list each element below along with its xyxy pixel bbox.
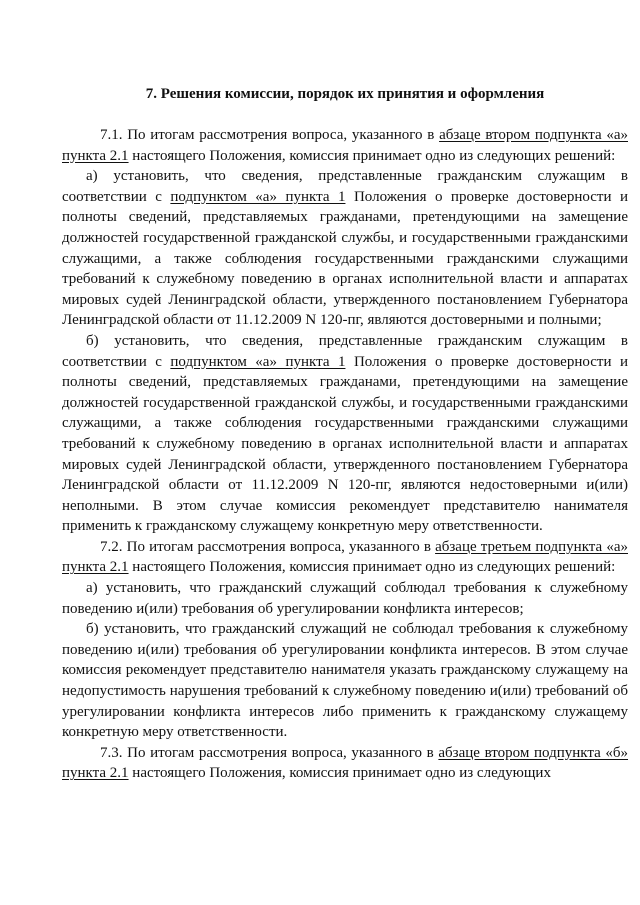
link-abzac-vtoroy-podpunkta-a[interactable]: абзаце втором подпункта «а» пункта 2.1 <box>62 127 628 164</box>
link-podpunkt-a-punkta-1-second[interactable]: подпунктом «а» пункта 1 <box>170 353 346 370</box>
paragraph-7-2-a: а) установить, что гражданский служащий соблюдал требования к служебному поведению и(или) требования об урегулировании конфликта интересов; <box>62 580 628 617</box>
paragraph-7-3-text-start: 7.3. По итогам рассмотрения вопроса, указанного в <box>100 744 439 761</box>
paragraph-7-1 <box>62 125 628 166</box>
paragraph-7-2-text-end: настоящего Положения, комиссия принимает одно из следующих решений: <box>128 559 616 576</box>
paragraph-7-1-text-end: настоящего Положения, комиссия принимает одно из следующих решений: <box>128 147 616 164</box>
paragraph-7-2 <box>62 537 628 578</box>
paragraph-7-1-a <box>62 166 628 331</box>
section-heading: 7. Решения комиссии, порядок их принятия и оформления <box>145 86 545 102</box>
paragraph-7-1-b-text-end: Положения о проверке достоверности и полноты сведений, представляемых гражданами, претендующими на замещение должностей государственной гражданской службы, и государственными гражданскими служащими, а также соблюдения государственными гражданскими служащими требований к служебному поведению в органах исполнительной власти и аппаратах мировых судей Ленинградской области, утвержденного постановлением Губернатора Ленинградской области от 11.12.2009 N 120-пг, являются недостоверными и(или) неполными. В этом случае комиссия рекомендует представителю нанимателя применить к гражданскому служащему конкретную меру ответственности. <box>62 353 628 535</box>
paragraph-7-1-a-text-end: Положения о проверке достоверности и полноты сведений, представляемых гражданами, претендующими на замещение должностей государственной гражданской службы, и государственными гражданскими служащими, а также соблюдения государственными гражданскими служащими требований к служебному поведению в органах исполнительной власти и аппаратах мировых судей Ленинградской области, утвержденного постановлением Губернатора Ленинградской области от 11.12.2009 N 120-пг, являются достоверными и полными; <box>62 188 628 329</box>
paragraph-7-2-b: б) установить, что гражданский служащий не соблюдал требования к служебному поведению и(или) требования об урегулировании конфликта интересов. В этом случае комиссия рекомендует представителю нанимателя указать гражданскому служащему на недопустимость нарушения требований к служебному поведению и(или) требований об урегулировании конфликта интересов либо применить к гражданскому служащему конкретную меру ответственности. <box>62 621 628 741</box>
paragraph-7-1-b <box>62 331 628 537</box>
link-abzac-tretiy-podpunkta-a[interactable]: абзаце третьем подпункта «а» пункта 2.1 <box>62 538 628 576</box>
paragraph-7-1-text-start: 7.1. По итогам рассмотрения вопроса, указанного в <box>100 127 440 143</box>
link-podpunkt-a-punkta-1[interactable]: подпунктом «а» пункта 1 <box>170 188 346 205</box>
paragraph-7-2-text-start: 7.2. По итогам рассмотрения вопроса, указанного в <box>100 538 436 555</box>
document-page <box>62 84 628 784</box>
paragraph-7-1-b-text-start: б) установить, что сведения, представленные гражданским служащим в соответствии с <box>62 332 628 370</box>
paragraph-7-3-text-end: настоящего Положения, комиссия принимает одно из следующих <box>128 765 551 782</box>
paragraph-7-3 <box>62 743 628 784</box>
link-abzac-vtoroy-podpunkta-b[interactable]: абзаце втором подпункта «б» пункта 2.1 <box>62 744 629 782</box>
paragraph-7-1-a-text-start: а) установить, что сведения, представленные гражданским служащим в соответствии с <box>62 168 628 205</box>
